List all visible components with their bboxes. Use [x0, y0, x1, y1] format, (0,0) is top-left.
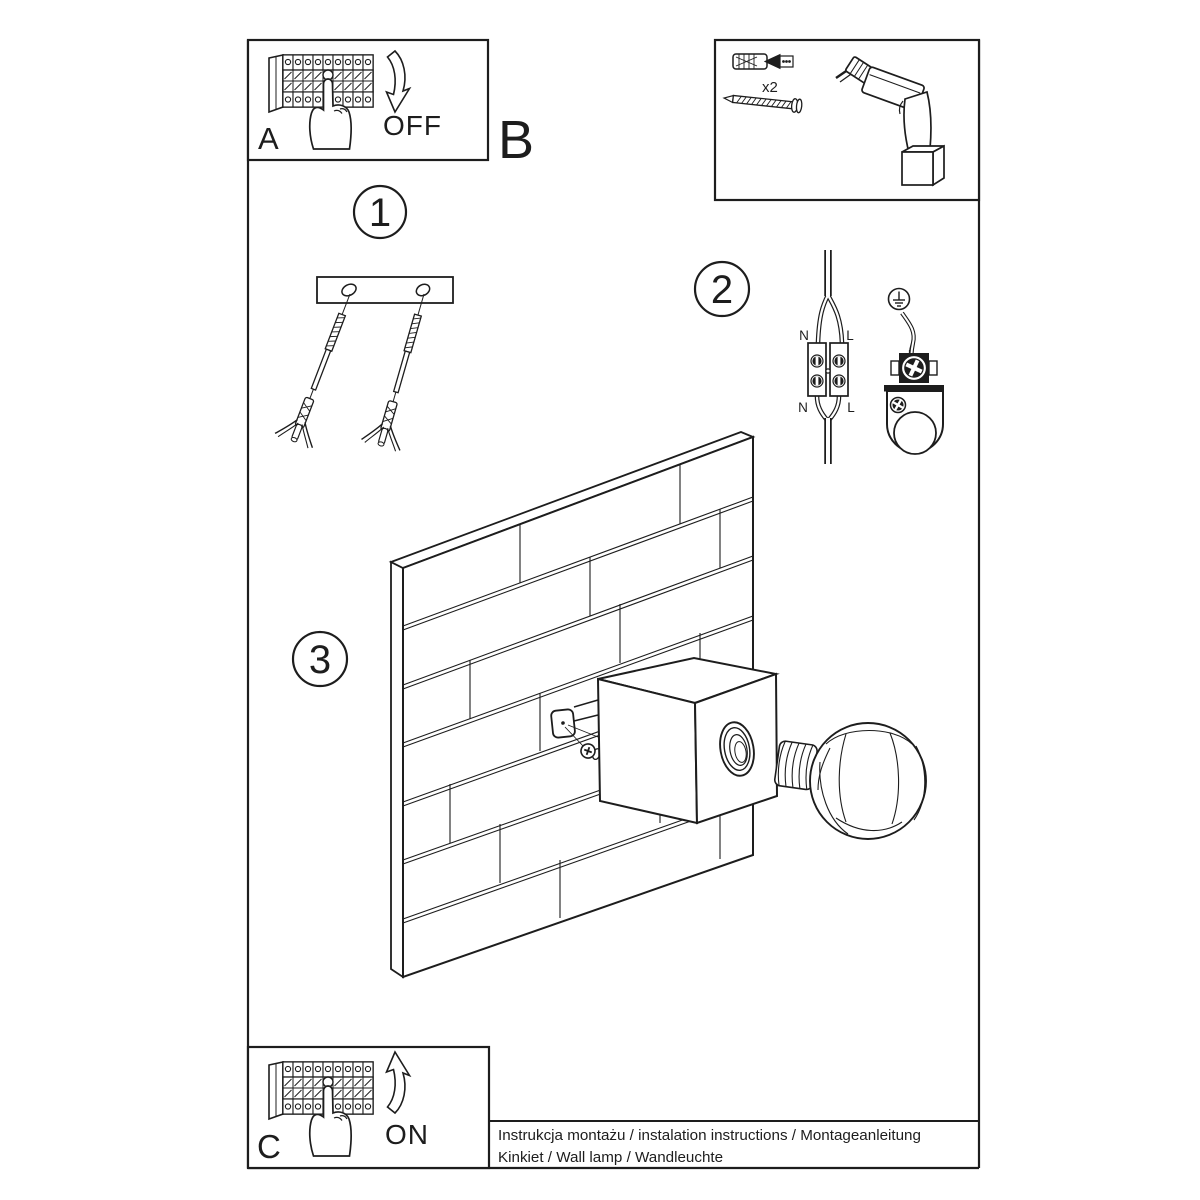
step-1-badge: [354, 186, 406, 238]
quantity-label: x2: [762, 79, 778, 96]
footer-line-1: Instrukcja montażu / instalation instructions / Montageanleitung: [498, 1127, 921, 1144]
earth-symbol-icon: [889, 289, 910, 310]
breaker-panel-icon: [269, 55, 373, 112]
step-3-number: 3: [308, 638, 332, 682]
step-1-number: 1: [368, 191, 392, 235]
screw-anchor-right: [361, 288, 443, 452]
lampholder-body: [884, 385, 944, 454]
wire-label-l-bottom: L: [847, 400, 855, 415]
step-2-number: 2: [710, 268, 734, 312]
step-a-label: A: [258, 121, 279, 156]
off-label: OFF: [383, 110, 442, 141]
wire-label-n-bottom: N: [798, 400, 808, 415]
wall-plug-icon: [733, 54, 793, 69]
bulb: [810, 723, 926, 839]
footer-box: [489, 1121, 979, 1166]
lampholder-earth-screw: [890, 397, 906, 413]
wire-label-n-top: N: [799, 328, 809, 343]
on-label: ON: [385, 1119, 429, 1150]
parts-box: [715, 40, 979, 200]
screw-anchor-left: [274, 287, 368, 450]
panel-a-box: [248, 40, 488, 160]
step-2-badge: [695, 262, 749, 316]
mounting-bracket: [317, 277, 453, 303]
breaker-panel-icon-c: [269, 1062, 373, 1119]
earth-terminal: [891, 353, 937, 383]
wire-label-l-top: L: [846, 328, 854, 343]
step-b-label: B: [498, 110, 535, 170]
footer-line-2: Kinkiet / Wall lamp / Wandleuchte: [498, 1149, 724, 1166]
terminal-block: [808, 343, 848, 396]
step-3-badge: [293, 632, 347, 686]
panel-c-box: [248, 1047, 489, 1168]
lamp-cube-body: [598, 658, 777, 823]
step-c-label: C: [257, 1128, 281, 1165]
